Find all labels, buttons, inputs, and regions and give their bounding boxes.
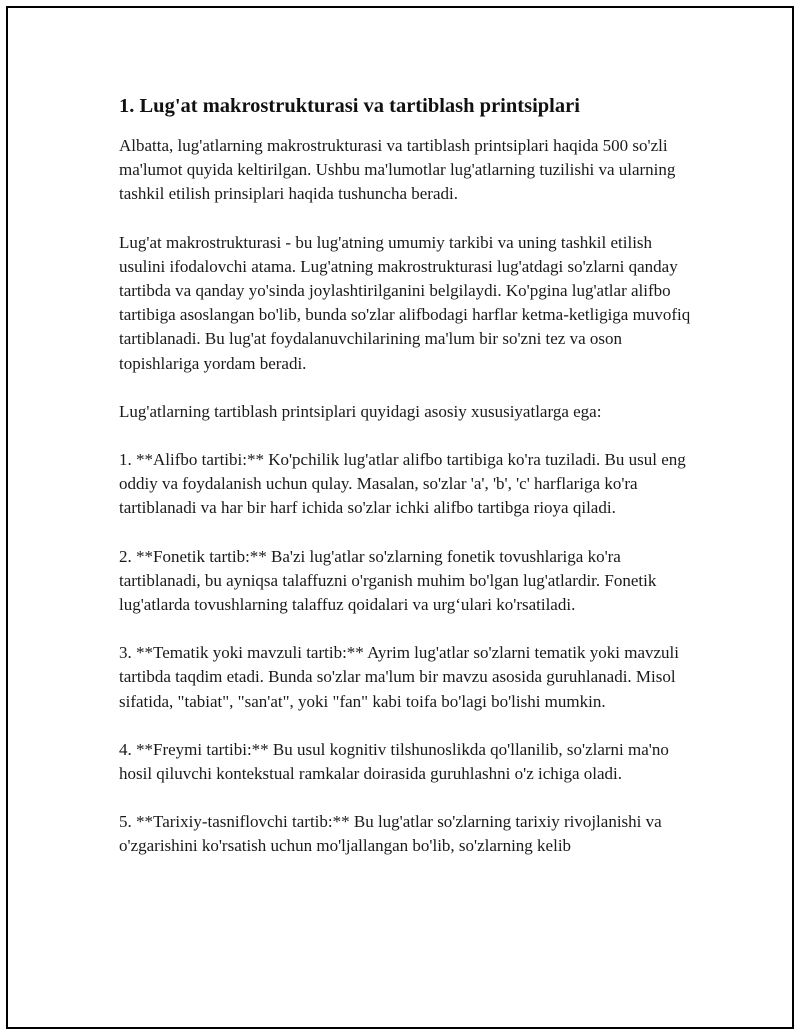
list-item-thematic: 3. **Tematik yoki mavzuli tartib:** Ayrim lug'atlar so'zlarni tematik yoki mavzuli tartibda taqdim etadi. Bunda so'zlar ma'lum bir mavzu asosida guruhlanadi. Misol sifatida, "tabiat", "san'at", yoki "fan" kabi toifa bo'lagi bo'lishi mumkin. (119, 643, 680, 711)
document-page (6, 6, 794, 1029)
list-item-alphabetical: 1. **Alifbo tartibi:** Ko'pchilik lug'atlar alifbo tartibiga ko'ra tuziladi. Bu usul eng oddiy va foydalanish uchun qulay. Masalan, so'zlar 'a', 'b', 'c' harflariga ko'ra tartiblanadi va har bir harf ichida so'zlar ichki alifbo tartibga rioya qiladi. (119, 450, 686, 518)
paragraph-intro: Albatta, lug'atlarning makrostrukturasi va tartiblash printsiplari haqida 500 so'zli ma'lumot quyida keltirilgan. Ushbu ma'lumotlar lug'atlarning tuzilishi va ularning tashkil etilish prinsiplari haqida tushuncha beradi. (119, 136, 676, 204)
list-item-historical: 5. **Tarixiy-tasniflovchi tartib:** Bu lug'atlar so'zlarning tarixiy rivojlanishi va o'zgarishini ko'rsatish uchun mo'ljallangan bo'lib, so'zlarning kelib (119, 812, 662, 856)
document-content (119, 92, 699, 883)
paragraph-principles-intro: Lug'atlarning tartiblash printsiplari quyidagi asosiy xususiyatlarga ega: (119, 401, 602, 421)
list-item-frame: 4. **Freymi tartibi:** Bu usul kognitiv tilshunoslikda qo'llanilib, so'zlarni ma'no hosil qiluvchi kontekstual ramkalar doirasida guruhlashni o'z ichiga oladi. (119, 739, 669, 784)
document-title: 1. Lug'at makrostrukturasi va tartiblash printsiplari (119, 95, 580, 117)
paragraph-definition: Lug'at makrostrukturasi - bu lug'atning umumiy tarkibi va uning tashkil etilish usulini ifodalovchi atama. Lug'atning makrostrukturasi lug'atdagi so'zlarni qanday tartibda va qanday yo'sinda joylashtirilganini belgilaydi. Ko'pgina lug'atlar alifbo tartibiga asoslangan bo'lib, bunda so'zlar alifbodagi harflar ketma-ketligiga muvofiq tartiblanadi. Bu lug'at foydalanuvchilarining ma'lum bir so'zni tez va oson topishlariga yordam beradi. (119, 232, 691, 373)
list-item-phonetic: 2. **Fonetik tartib:** Ba'zi lug'atlar so'zlarning fonetik tovushlariga ko'ra tartiblanadi, bu ayniqsa talaffuzni o'rganish muhim bo'lgan lug'atlardir. Fonetik lug'atlarda tovushlarning talaffuz qoidalari va urg‘ulari ko'rsatiladi. (119, 546, 657, 615)
